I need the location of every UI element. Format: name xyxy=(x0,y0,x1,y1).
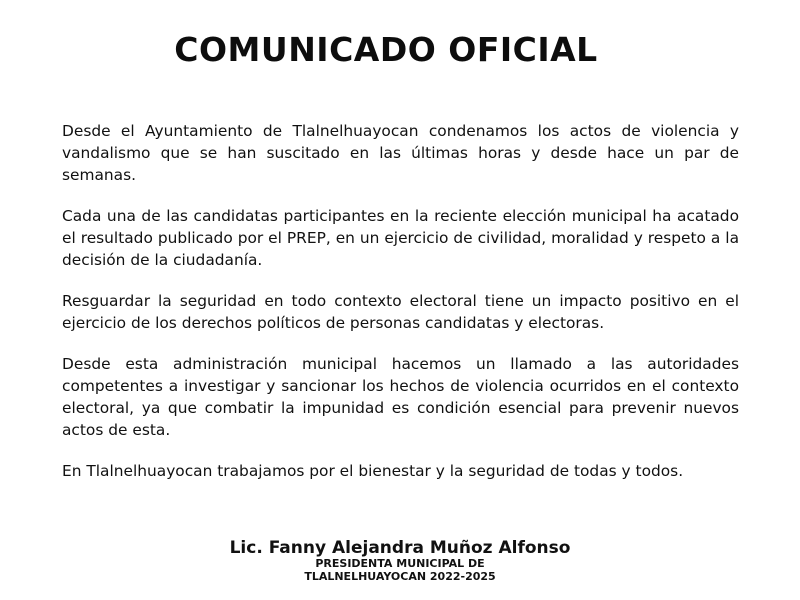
document-title: COMUNICADO OFICIAL xyxy=(174,30,598,69)
signatory-name: Lic. Fanny Alejandra Muñoz Alfonso xyxy=(229,538,571,558)
signatory-role-line-1: PRESIDENTA MUNICIPAL DE xyxy=(315,557,485,570)
document-body xyxy=(62,120,739,501)
paragraph-call-to-authorities: Desde esta administración municipal hacemos un llamado a las autoridades competentes a investigar y sancionar los hechos de violencia ocurridos en el contexto electoral, ya que combatir la impunidad es condición esencial para prevenir nuevos actos de esta. xyxy=(62,355,739,439)
paragraph-security: Resguardar la seguridad en todo contexto electoral tiene un impacto positivo en el ejercicio de los derechos políticos de personas candidatas y electoras. xyxy=(62,292,739,332)
paragraph-closing: En Tlalnelhuayocan trabajamos por el bienestar y la seguridad de todas y todos. xyxy=(62,462,684,480)
signatory-role-line-2: TLALNELHUAYOCAN 2022-2025 xyxy=(304,569,496,583)
paragraph-condemnation: Desde el Ayuntamiento de Tlalnelhuayocan condenamos los actos de violencia y vandalismo que se han suscitado en las últimas horas y desde hace un par de semanas. xyxy=(62,122,739,184)
signature-block xyxy=(0,538,800,583)
paragraph-candidates: Cada una de las candidatas participantes en la reciente elección municipal ha acatado el resultado publicado por el PREP, en un ejercicio de civilidad, moralidad y respeto a la decisión de la ciudadanía. xyxy=(62,207,739,269)
